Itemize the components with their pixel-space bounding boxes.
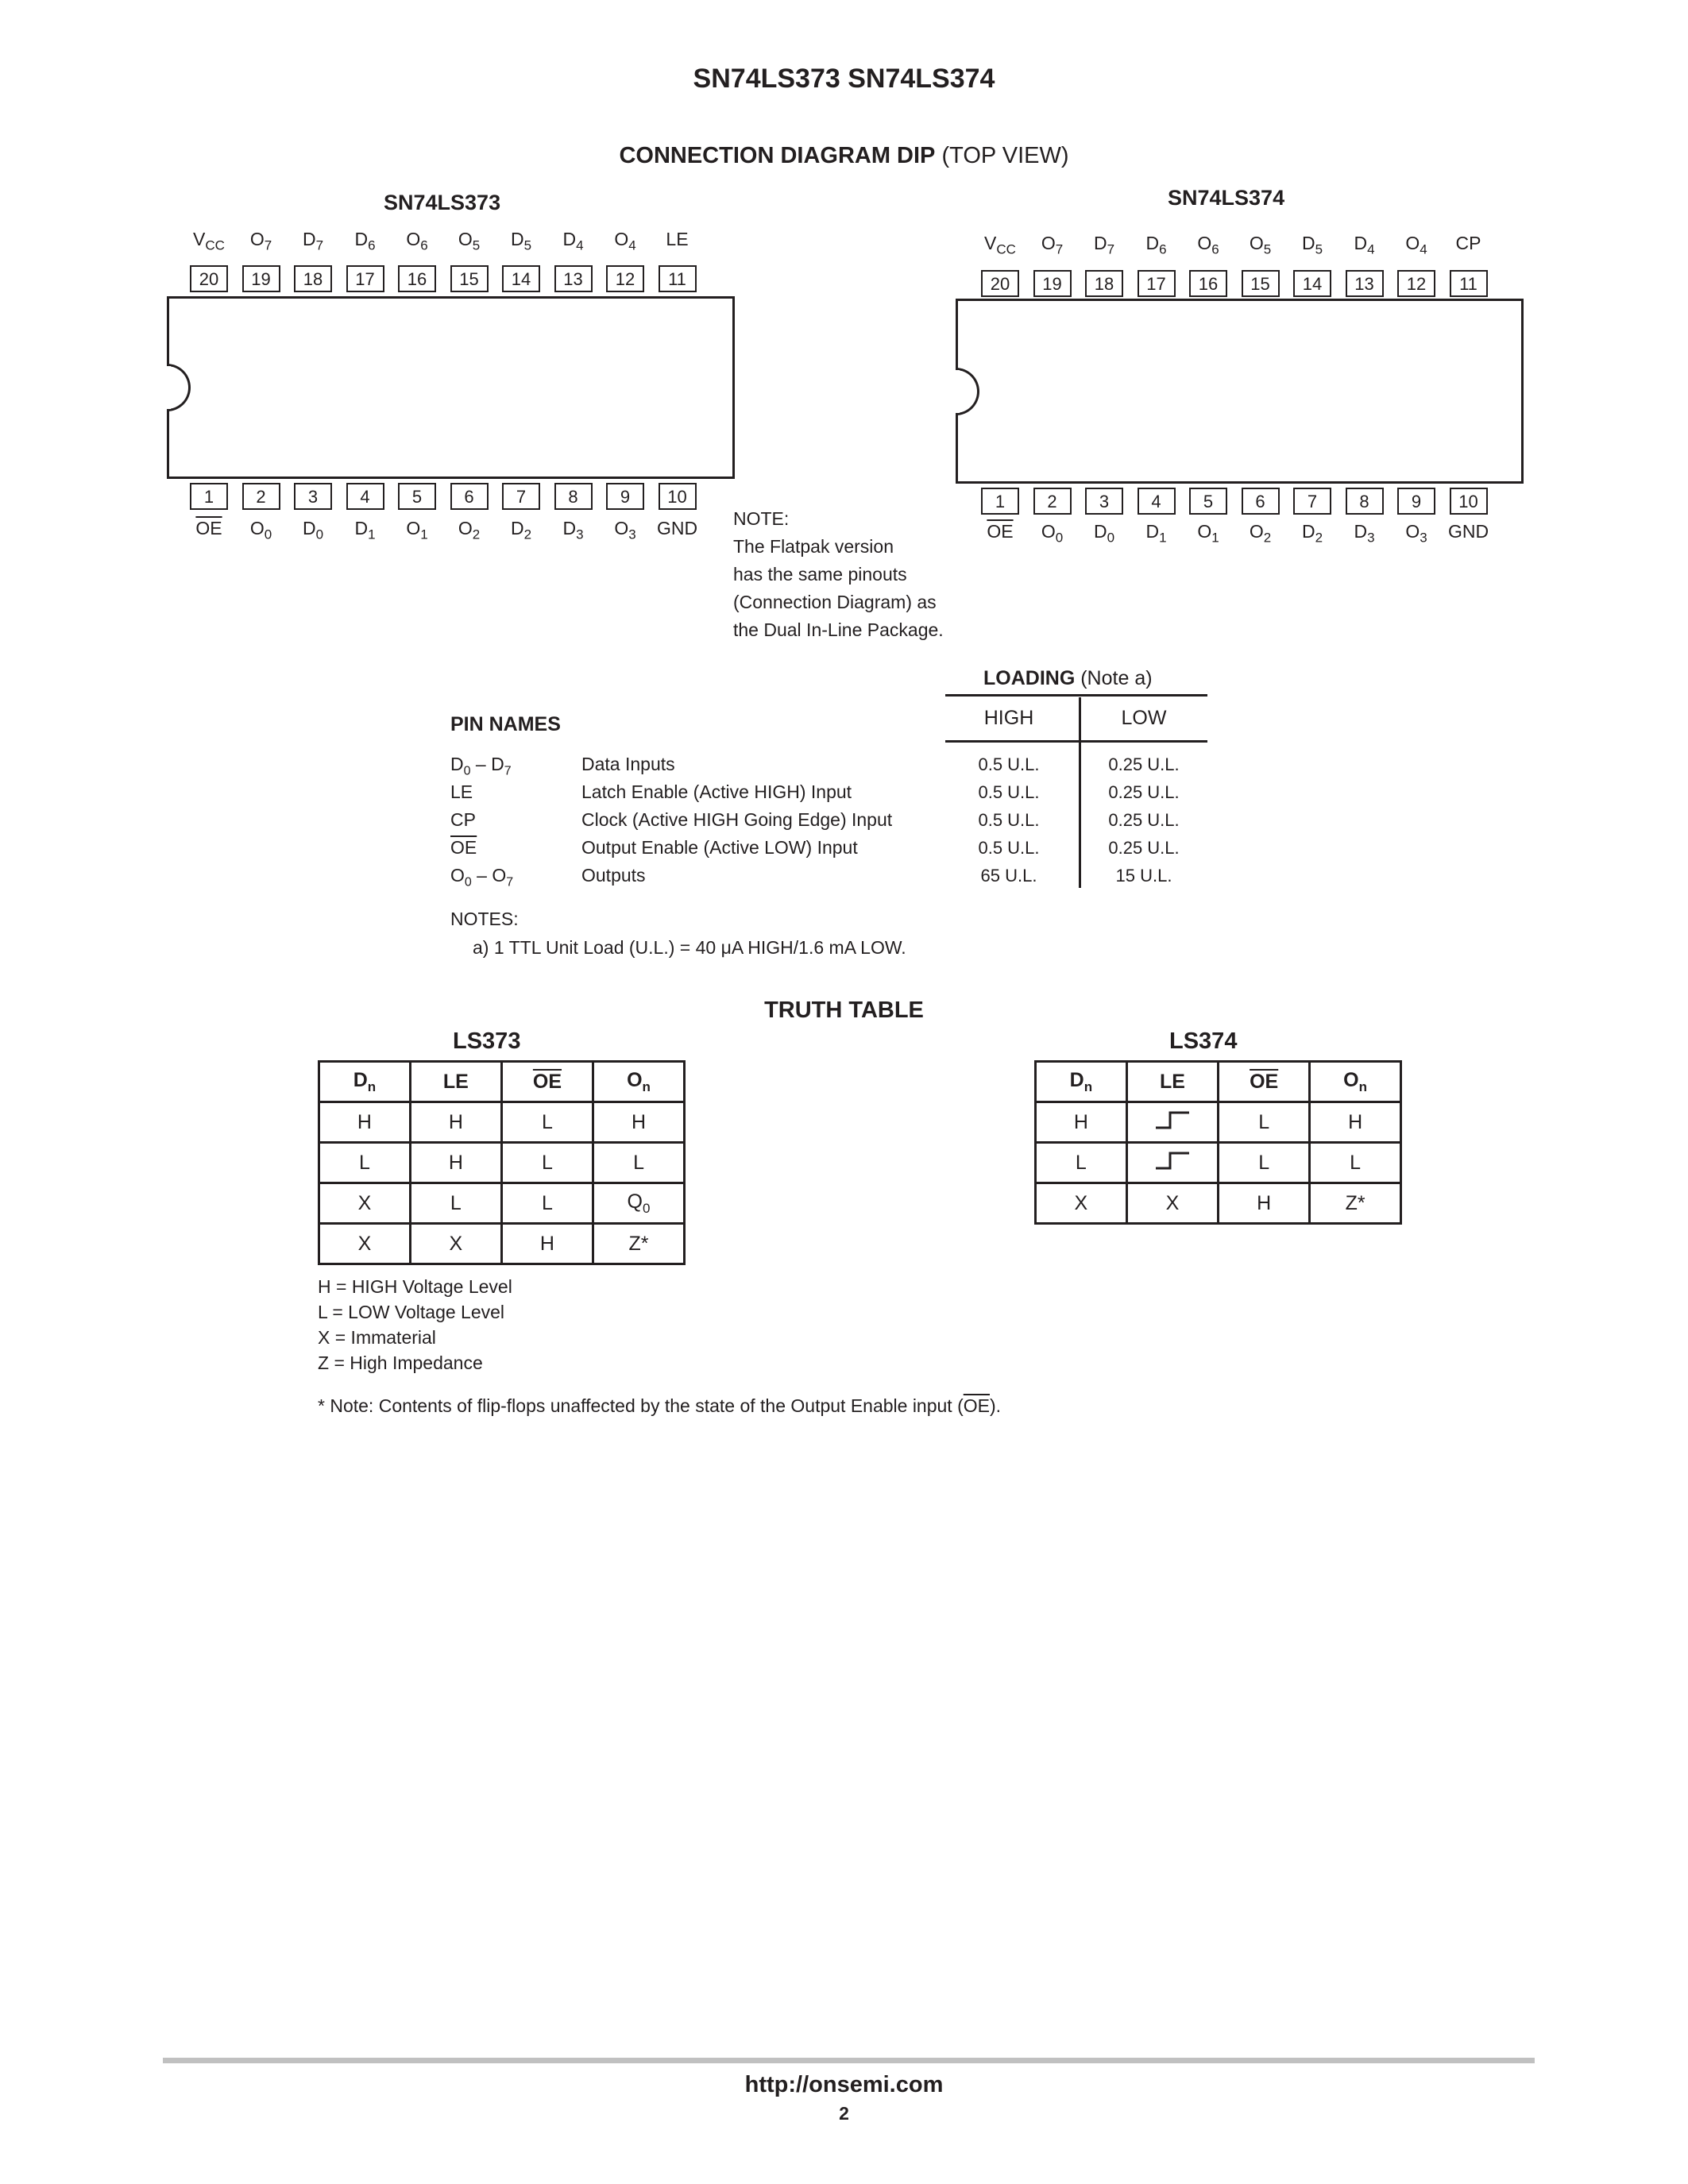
pin-19-box: 19 bbox=[242, 265, 280, 292]
cell: X bbox=[319, 1224, 411, 1264]
cell: L bbox=[1036, 1143, 1127, 1183]
loading-col-high: HIGH bbox=[983, 707, 1034, 729]
pin-10-label: GND bbox=[656, 518, 698, 538]
pin-2-label: $O_0$ bbox=[249, 518, 272, 542]
pin-4-box: 4 bbox=[346, 483, 384, 510]
table-row bbox=[1036, 1183, 1401, 1224]
table-header-row bbox=[319, 1062, 685, 1102]
truth-table-legend bbox=[318, 1274, 512, 1376]
loading-header-rule bbox=[945, 740, 1207, 743]
pin-low: 0.25 U.L. bbox=[1108, 754, 1180, 774]
chip-name-ls373: SN74LS373 bbox=[384, 191, 501, 214]
note-line: (Connection Diagram) as bbox=[733, 592, 937, 612]
cell: H bbox=[1310, 1102, 1401, 1143]
pin-12-box: 12 bbox=[606, 265, 644, 292]
cell: X bbox=[1126, 1183, 1218, 1224]
pin-6-label: $O_2$ bbox=[458, 518, 481, 542]
pin-high: 0.5 U.L. bbox=[978, 810, 1040, 830]
pin-high: 0.5 U.L. bbox=[978, 754, 1040, 774]
pin-low: 0.25 U.L. bbox=[1108, 810, 1180, 830]
note-line: has the same pinouts bbox=[733, 564, 907, 585]
pin-low: 0.25 U.L. bbox=[1108, 782, 1180, 802]
pin-14-label: $D_5$ bbox=[1301, 233, 1323, 257]
flatpak-note bbox=[733, 505, 944, 644]
pin-high: 65 U.L. bbox=[980, 866, 1037, 886]
cell: H bbox=[410, 1102, 501, 1143]
pin-18-label: $D_7$ bbox=[1093, 233, 1115, 257]
pin-20-box: 20 bbox=[981, 270, 1019, 297]
pin-symbol: $\overline{OE}$ bbox=[450, 837, 477, 858]
pin-7-label: $D_2$ bbox=[1301, 521, 1323, 546]
col-le: LE bbox=[1126, 1062, 1218, 1102]
pin-12-label: $O_4$ bbox=[614, 229, 636, 253]
pin-1-label: $\overline{OE}$ bbox=[987, 521, 1014, 542]
chip-body bbox=[956, 299, 1524, 484]
cell: X bbox=[410, 1224, 501, 1264]
pin-19-box: 19 bbox=[1033, 270, 1072, 297]
cell: L bbox=[593, 1143, 685, 1183]
pin-6-box: 6 bbox=[1242, 488, 1280, 515]
pin-3-box: 3 bbox=[294, 483, 332, 510]
chip-body bbox=[167, 296, 735, 479]
rising-edge-icon bbox=[1126, 1102, 1218, 1143]
pin-low: 0.25 U.L. bbox=[1108, 838, 1180, 858]
col-dn: $D_n$ bbox=[319, 1062, 411, 1102]
pin-row bbox=[450, 751, 1229, 778]
pin-12-label: $O_4$ bbox=[1405, 233, 1427, 257]
pin-15-label: $O_5$ bbox=[458, 229, 481, 253]
pin-5-label: $O_1$ bbox=[1197, 521, 1219, 546]
footnote: * Note: Contents of flip-flops unaffected by the state of the Output Enable input $(\overline{OE})$. bbox=[318, 1395, 1002, 1416]
pin-symbol: CP bbox=[450, 809, 476, 830]
pin-18-box: 18 bbox=[294, 265, 332, 292]
cell: H bbox=[1036, 1102, 1127, 1143]
cell: H bbox=[501, 1224, 593, 1264]
pin-high: 0.5 U.L. bbox=[978, 782, 1040, 802]
ls374-title: LS374 bbox=[1169, 1028, 1238, 1054]
pin-2-box: 2 bbox=[1033, 488, 1072, 515]
note-line: The Flatpak version bbox=[733, 536, 894, 557]
pin-4-box: 4 bbox=[1138, 488, 1176, 515]
page-title: SN74LS373 SN74LS374 bbox=[693, 64, 995, 94]
pin-11-label: CP bbox=[1455, 233, 1481, 253]
pin-19-label: $O_7$ bbox=[249, 229, 272, 253]
pin-14-box: 14 bbox=[1293, 270, 1331, 297]
pin-symbol: $D_0 - D_7$ bbox=[450, 754, 512, 778]
pin-1-label: $\overline{OE}$ bbox=[195, 518, 222, 538]
cell: $Q_0$ bbox=[593, 1183, 685, 1224]
pin-1-box: 1 bbox=[981, 488, 1019, 515]
pin-13-box: 13 bbox=[1346, 270, 1384, 297]
connection-diagram-title: CONNECTION DIAGRAM DIP (TOP VIEW) bbox=[619, 143, 1069, 168]
pin-12-box: 12 bbox=[1397, 270, 1435, 297]
pin-17-label: $D_6$ bbox=[1145, 233, 1167, 257]
pin-10-label: GND bbox=[1447, 521, 1489, 542]
col-on: $O_n$ bbox=[593, 1062, 685, 1102]
pin-11-box: 11 bbox=[659, 265, 697, 292]
truth-table-ls373 bbox=[318, 1060, 686, 1265]
pin-11-label: LE bbox=[666, 229, 689, 249]
ls373-title: LS373 bbox=[453, 1028, 521, 1054]
pin-8-box: 8 bbox=[1346, 488, 1384, 515]
pin-desc: Output Enable (Active LOW) Input bbox=[581, 837, 858, 858]
pin-17-box: 17 bbox=[346, 265, 384, 292]
pin-16-box: 16 bbox=[398, 265, 436, 292]
footer-rule bbox=[163, 2058, 1535, 2063]
pin-9-box: 9 bbox=[1397, 488, 1435, 515]
pin-14-label: $D_5$ bbox=[510, 229, 532, 253]
pin-9-label: $O_3$ bbox=[614, 518, 636, 542]
table-row bbox=[319, 1224, 685, 1264]
table-row bbox=[1036, 1102, 1401, 1143]
pin-13-box: 13 bbox=[554, 265, 593, 292]
page-number: 2 bbox=[839, 2103, 849, 2124]
pin-low: 15 U.L. bbox=[1115, 866, 1172, 886]
col-oe: $\overline{OE}$ bbox=[501, 1062, 593, 1102]
pin-row bbox=[450, 806, 1229, 834]
note-line: the Dual In-Line Package. bbox=[733, 619, 944, 640]
pin-desc: Latch Enable (Active HIGH) Input bbox=[581, 781, 852, 802]
rising-edge-icon bbox=[1126, 1143, 1218, 1183]
pin-17-box: 17 bbox=[1138, 270, 1176, 297]
col-on: $O_n$ bbox=[1310, 1062, 1401, 1102]
pin-symbol: LE bbox=[450, 781, 473, 802]
pin-6-label: $O_2$ bbox=[1249, 521, 1272, 546]
pin-3-label: $D_0$ bbox=[1093, 521, 1115, 546]
pin-20-box: 20 bbox=[190, 265, 228, 292]
pin-16-label: $O_6$ bbox=[1197, 233, 1219, 257]
pin-2-label: $O_0$ bbox=[1041, 521, 1064, 546]
pin-desc: Data Inputs bbox=[581, 754, 675, 774]
table-row bbox=[1036, 1143, 1401, 1183]
pin-symbol: $O_0 - O_7$ bbox=[450, 865, 514, 889]
pin-row bbox=[450, 862, 1229, 889]
pin-11-box: 11 bbox=[1450, 270, 1488, 297]
pin-10-box: 10 bbox=[659, 483, 697, 510]
pin-10-box: 10 bbox=[1450, 488, 1488, 515]
pin-16-label: $O_6$ bbox=[406, 229, 428, 253]
cell: Z* bbox=[1310, 1183, 1401, 1224]
cell: L bbox=[501, 1102, 593, 1143]
loading-col-low: LOW bbox=[1121, 707, 1167, 729]
table-header-row bbox=[1036, 1062, 1401, 1102]
pin-16-box: 16 bbox=[1189, 270, 1227, 297]
pin-2-box: 2 bbox=[242, 483, 280, 510]
pin-18-box: 18 bbox=[1085, 270, 1123, 297]
table-row bbox=[319, 1183, 685, 1224]
cell: H bbox=[410, 1143, 501, 1183]
notes-title: NOTES: bbox=[450, 909, 519, 929]
pin-20-label: $V_{CC}$ bbox=[984, 233, 1016, 257]
cell: L bbox=[501, 1183, 593, 1224]
chip-name-ls374: SN74LS374 bbox=[1168, 186, 1285, 210]
cell: L bbox=[1310, 1143, 1401, 1183]
pin-9-label: $O_3$ bbox=[1405, 521, 1427, 546]
loading-title: LOADING (Note a) bbox=[983, 667, 1153, 689]
loading-top-rule bbox=[945, 694, 1207, 696]
pin-7-box: 7 bbox=[502, 483, 540, 510]
pin-names-table bbox=[450, 751, 1229, 889]
col-oe: $\overline{OE}$ bbox=[1219, 1062, 1310, 1102]
pin-7-label: $D_2$ bbox=[510, 518, 532, 542]
pin-19-label: $O_7$ bbox=[1041, 233, 1064, 257]
pin-17-label: $D_6$ bbox=[354, 229, 376, 253]
pin-8-label: $D_3$ bbox=[1354, 521, 1375, 546]
cell: L bbox=[1219, 1102, 1310, 1143]
cell: L bbox=[1219, 1143, 1310, 1183]
pin-20-label: $V_{CC}$ bbox=[193, 229, 225, 253]
col-dn: $D_n$ bbox=[1036, 1062, 1127, 1102]
pin-8-label: $D_3$ bbox=[562, 518, 584, 542]
pin-6-box: 6 bbox=[450, 483, 489, 510]
pin-row bbox=[450, 778, 1229, 806]
table-row bbox=[319, 1102, 685, 1143]
pin-13-label: $D_4$ bbox=[1354, 233, 1375, 257]
pin-14-box: 14 bbox=[502, 265, 540, 292]
pin-high: 0.5 U.L. bbox=[978, 838, 1040, 858]
col-le: LE bbox=[410, 1062, 501, 1102]
footer-url[interactable]: http://onsemi.com bbox=[744, 2072, 944, 2097]
pin-13-label: $D_4$ bbox=[562, 229, 584, 253]
pin-names-title: PIN NAMES bbox=[450, 713, 561, 735]
pin-9-box: 9 bbox=[606, 483, 644, 510]
cell: Z* bbox=[593, 1224, 685, 1264]
pin-8-box: 8 bbox=[554, 483, 593, 510]
pin-15-label: $O_5$ bbox=[1249, 233, 1272, 257]
cell: L bbox=[410, 1183, 501, 1224]
pin-5-label: $O_1$ bbox=[406, 518, 428, 542]
note-a: a) 1 TTL Unit Load (U.L.) = 40 μA HIGH/1.6 mA LOW. bbox=[473, 937, 906, 958]
pin-3-box: 3 bbox=[1085, 488, 1123, 515]
pin-5-box: 5 bbox=[1189, 488, 1227, 515]
pin-15-box: 15 bbox=[450, 265, 489, 292]
cell: H bbox=[1219, 1183, 1310, 1224]
legend-item: X = Immaterial bbox=[318, 1327, 436, 1348]
pin-7-box: 7 bbox=[1293, 488, 1331, 515]
cell: L bbox=[501, 1143, 593, 1183]
legend-item: H = HIGH Voltage Level bbox=[318, 1276, 512, 1297]
note-line: NOTE: bbox=[733, 508, 790, 529]
legend-item: Z = High Impedance bbox=[318, 1352, 483, 1373]
pin-18-label: $D_7$ bbox=[302, 229, 324, 253]
legend-item: L = LOW Voltage Level bbox=[318, 1302, 505, 1322]
pin-4-label: $D_1$ bbox=[354, 518, 376, 542]
truth-table-ls374 bbox=[1034, 1060, 1402, 1225]
pin-15-box: 15 bbox=[1242, 270, 1280, 297]
pin-4-label: $D_1$ bbox=[1145, 521, 1167, 546]
pin-1-box: 1 bbox=[190, 483, 228, 510]
pin-desc: Outputs bbox=[581, 865, 646, 886]
cell: L bbox=[319, 1143, 411, 1183]
table-row bbox=[319, 1143, 685, 1183]
cell: X bbox=[319, 1183, 411, 1224]
cell: H bbox=[593, 1102, 685, 1143]
pin-3-label: $D_0$ bbox=[302, 518, 324, 542]
cell: X bbox=[1036, 1183, 1127, 1224]
pin-desc: Clock (Active HIGH Going Edge) Input bbox=[581, 809, 893, 830]
truth-table-title: TRUTH TABLE bbox=[764, 997, 924, 1023]
pin-5-box: 5 bbox=[398, 483, 436, 510]
cell: H bbox=[319, 1102, 411, 1143]
pin-row bbox=[450, 834, 1229, 862]
